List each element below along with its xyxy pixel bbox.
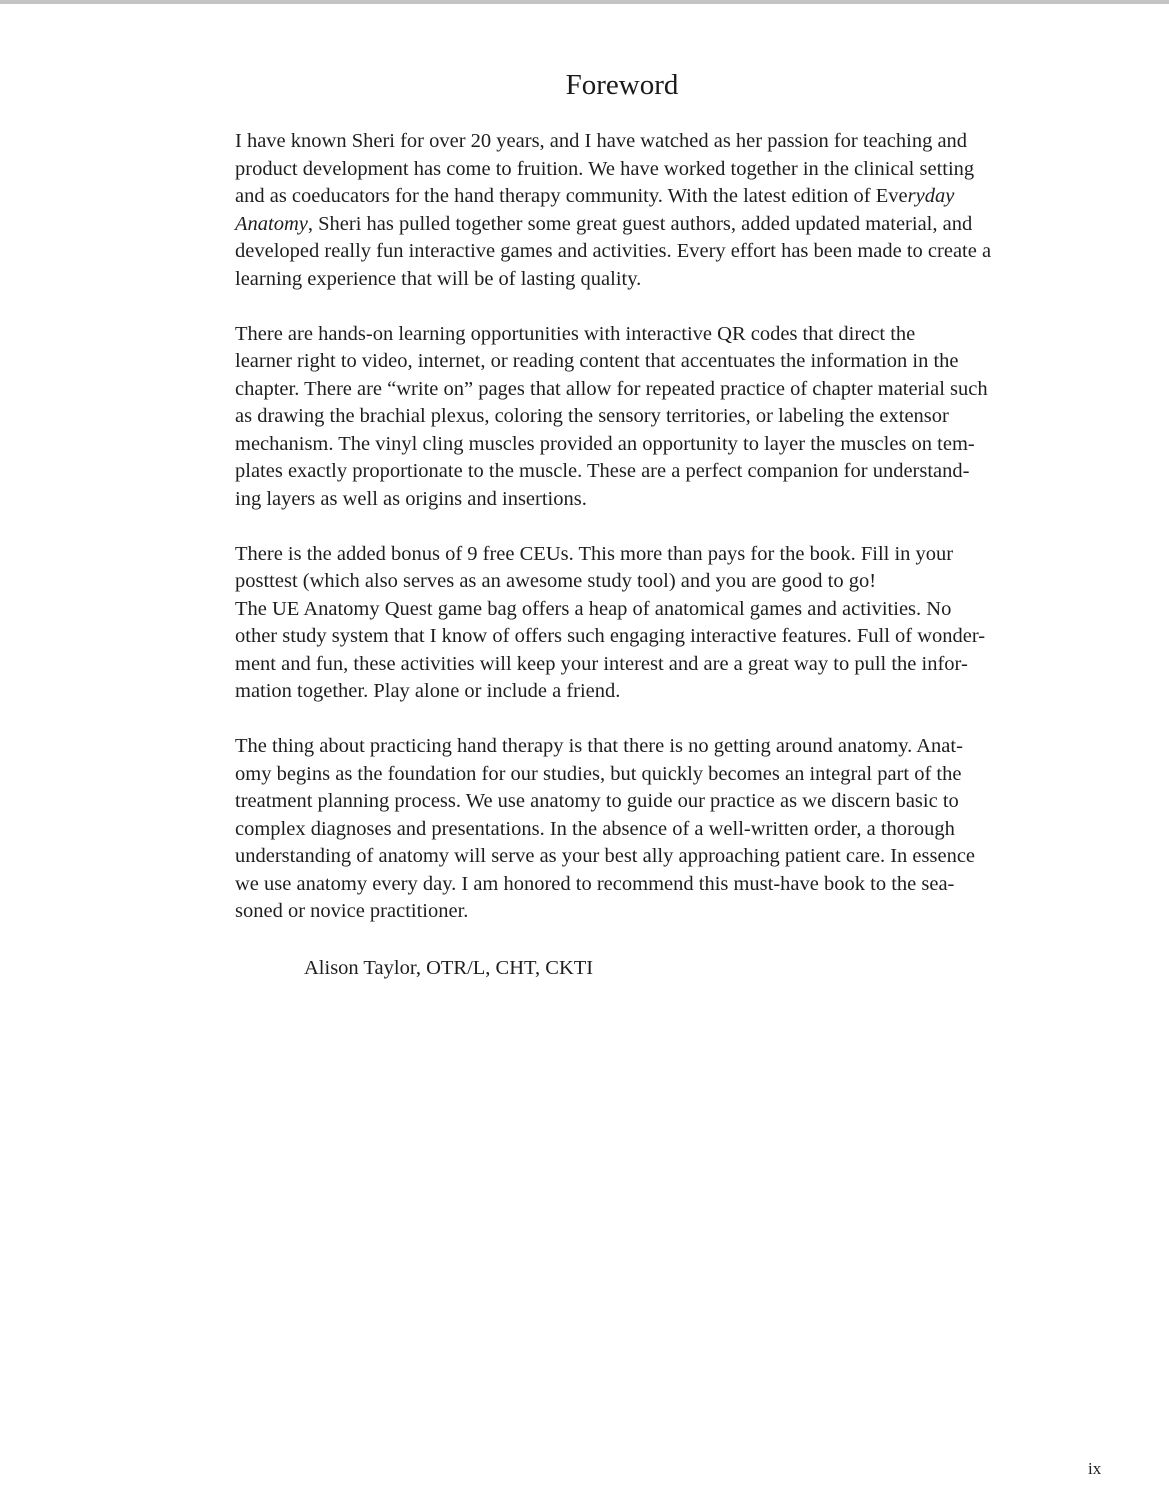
text-line: ment and fun, these activities will keep your interest and are a great way to pull the infor- (235, 652, 968, 675)
paragraph-2 (235, 321, 1015, 514)
text-line: developed really fun interactive games and activities. Every effort has been made to create a (235, 240, 992, 262)
text-line: posttest (which also serves as an awesome study tool) and you are good to go! (235, 570, 877, 592)
paragraph-3 (235, 541, 1015, 706)
text-line: The UE Anatomy Quest game bag offers a heap of anatomical games and activities. No (235, 597, 952, 620)
text-segment: , Sheri has pulled together some great guest authors, added updated material, and (307, 212, 973, 235)
book-title-italic: Anatomy (235, 212, 308, 235)
book-title-italic: ryday (907, 185, 955, 207)
text-line: mechanism. The vinyl cling muscles provided an opportunity to layer the muscles on tem- (235, 432, 975, 455)
text-line: plates exactly proportionate to the muscle. These are a perfect companion for understand- (235, 460, 970, 482)
text-line (235, 183, 1015, 211)
text-line: ing layers as well as origins and insertions. (235, 487, 587, 510)
text-line: treatment planning process. We use anatomy to guide our practice as we discern basic to (235, 790, 959, 812)
top-border-rule (0, 0, 1169, 4)
text-line: The thing about practicing hand therapy is that there is no getting around anatomy. Anat- (235, 735, 963, 757)
text-line: product development has come to fruition. We have worked together in the clinical setting (235, 157, 975, 180)
text-segment: and as coeducators for the hand therapy community. With the latest edition of Eve (235, 185, 908, 207)
text-line: learner right to video, internet, or reading content that accentuates the information in the (235, 350, 959, 372)
text-line: There is the added bonus of 9 free CEUs. This more than pays for the book. Fill in your (235, 542, 954, 565)
paragraph-1 (235, 128, 1015, 293)
text-line: other study system that I know of offers such engaging interactive features. Full of wonder- (235, 625, 986, 647)
author-signature: Alison Taylor, OTR/L, CHT, CKTI (304, 957, 594, 979)
text-line: There are hands-on learning opportunities with interactive QR codes that direct the (235, 322, 916, 345)
foreword-body (235, 128, 1015, 953)
text-line: I have known Sheri for over 20 years, and I have watched as her passion for teaching and (235, 130, 968, 152)
text-line (235, 211, 1015, 239)
text-line: chapter. There are “write on” pages that allow for repeated practice of chapter material such (235, 377, 988, 400)
text-line: mation together. Play alone or include a friend. (235, 680, 621, 702)
paragraph-4 (235, 733, 1015, 926)
page-number: ix (1088, 1459, 1102, 1478)
text-line: understanding of anatomy will serve as your best ally approaching patient care. In essence (235, 845, 976, 867)
text-line: we use anatomy every day. I am honored to recommend this must-have book to the sea- (235, 872, 955, 895)
text-line: complex diagnoses and presentations. In the absence of a well-written order, a thorough (235, 817, 955, 840)
text-line: omy begins as the foundation for our studies, but quickly becomes an integral part of the (235, 762, 962, 785)
text-line: as drawing the brachial plexus, coloring the sensory territories, or labeling the extensor (235, 405, 949, 427)
page-title: Foreword (565, 69, 679, 101)
text-line: soned or novice practitioner. (235, 900, 469, 922)
text-line: learning experience that will be of lasting quality. (235, 267, 642, 290)
